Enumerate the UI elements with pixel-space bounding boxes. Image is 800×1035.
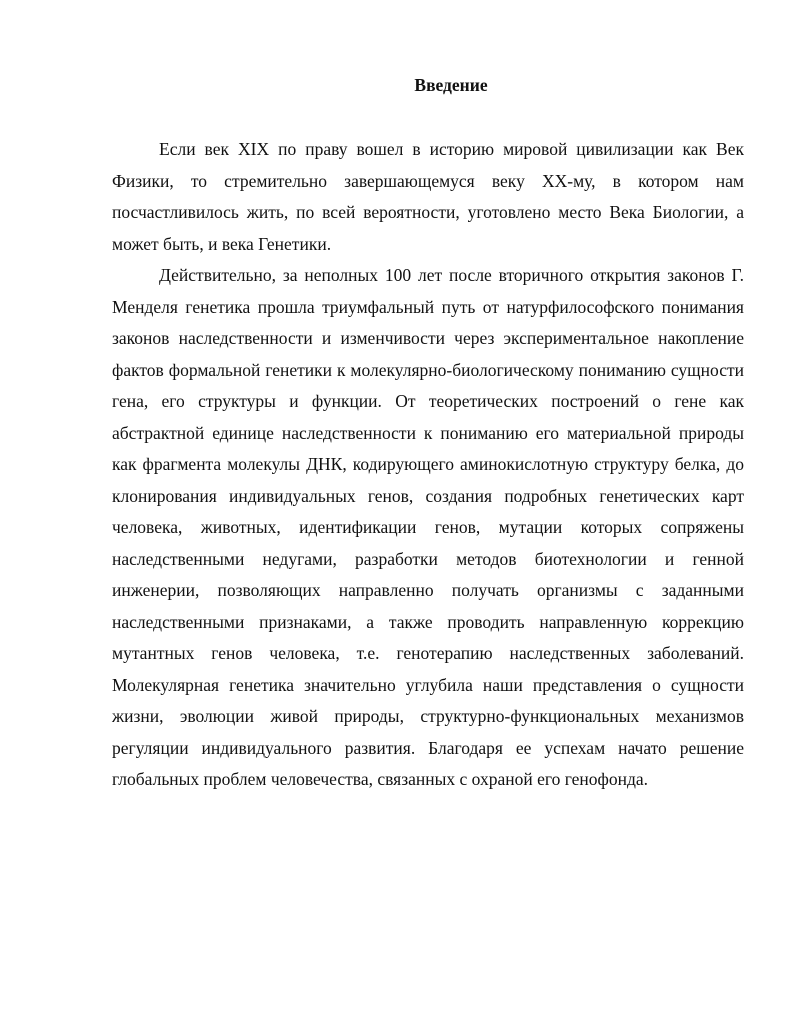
document-body [112, 134, 744, 796]
paragraph-intro: Если век XIX по праву вошел в историю мировой цивилизации как Век Физики, то стремительно завершающемуся веку XX-му, в котором нам посчастливилось жить, по всей вероятности, уготовлено место Века Биологии, а может быть, и века Генетики. [112, 139, 744, 254]
document-title: Введение [414, 75, 488, 95]
paragraph-main: Действительно, за неполных 100 лет после вторичного открытия законов Г. Менделя генетика прошла триумфальный путь от натурфилософского понимания законов наследственности и изменчивости через экспериментальное накопление фактов формальной генетики к молекулярно-биологическому пониманию сущности гена, его структуры и функции. От теоретических построений о гене как абстрактной единице наследственности к пониманию его материальной природы как фрагмента молекулы ДНК, кодирующего аминокислотную структуру белка, до клонирования индивидуальных генов, создания подробных генетических карт человека, животных, идентификации генов, мутации которых сопряжены наследственными недугами, разработки методов биотехнологии и генной инженерии, позволяющих направленно получать организмы с заданными наследственными признаками, а также проводить направленную коррекцию мутантных генов человека, т.е. генотерапию наследственных заболеваний. Молекулярная генетика значительно углубила наши представления о сущности жизни, эволюции живой природы, структурно-функциональных механизмов регуляции индивидуального развития. Благодаря ее успехам начато решение глобальных проблем человечества, связанных с охраной его генофонда. [112, 265, 744, 789]
